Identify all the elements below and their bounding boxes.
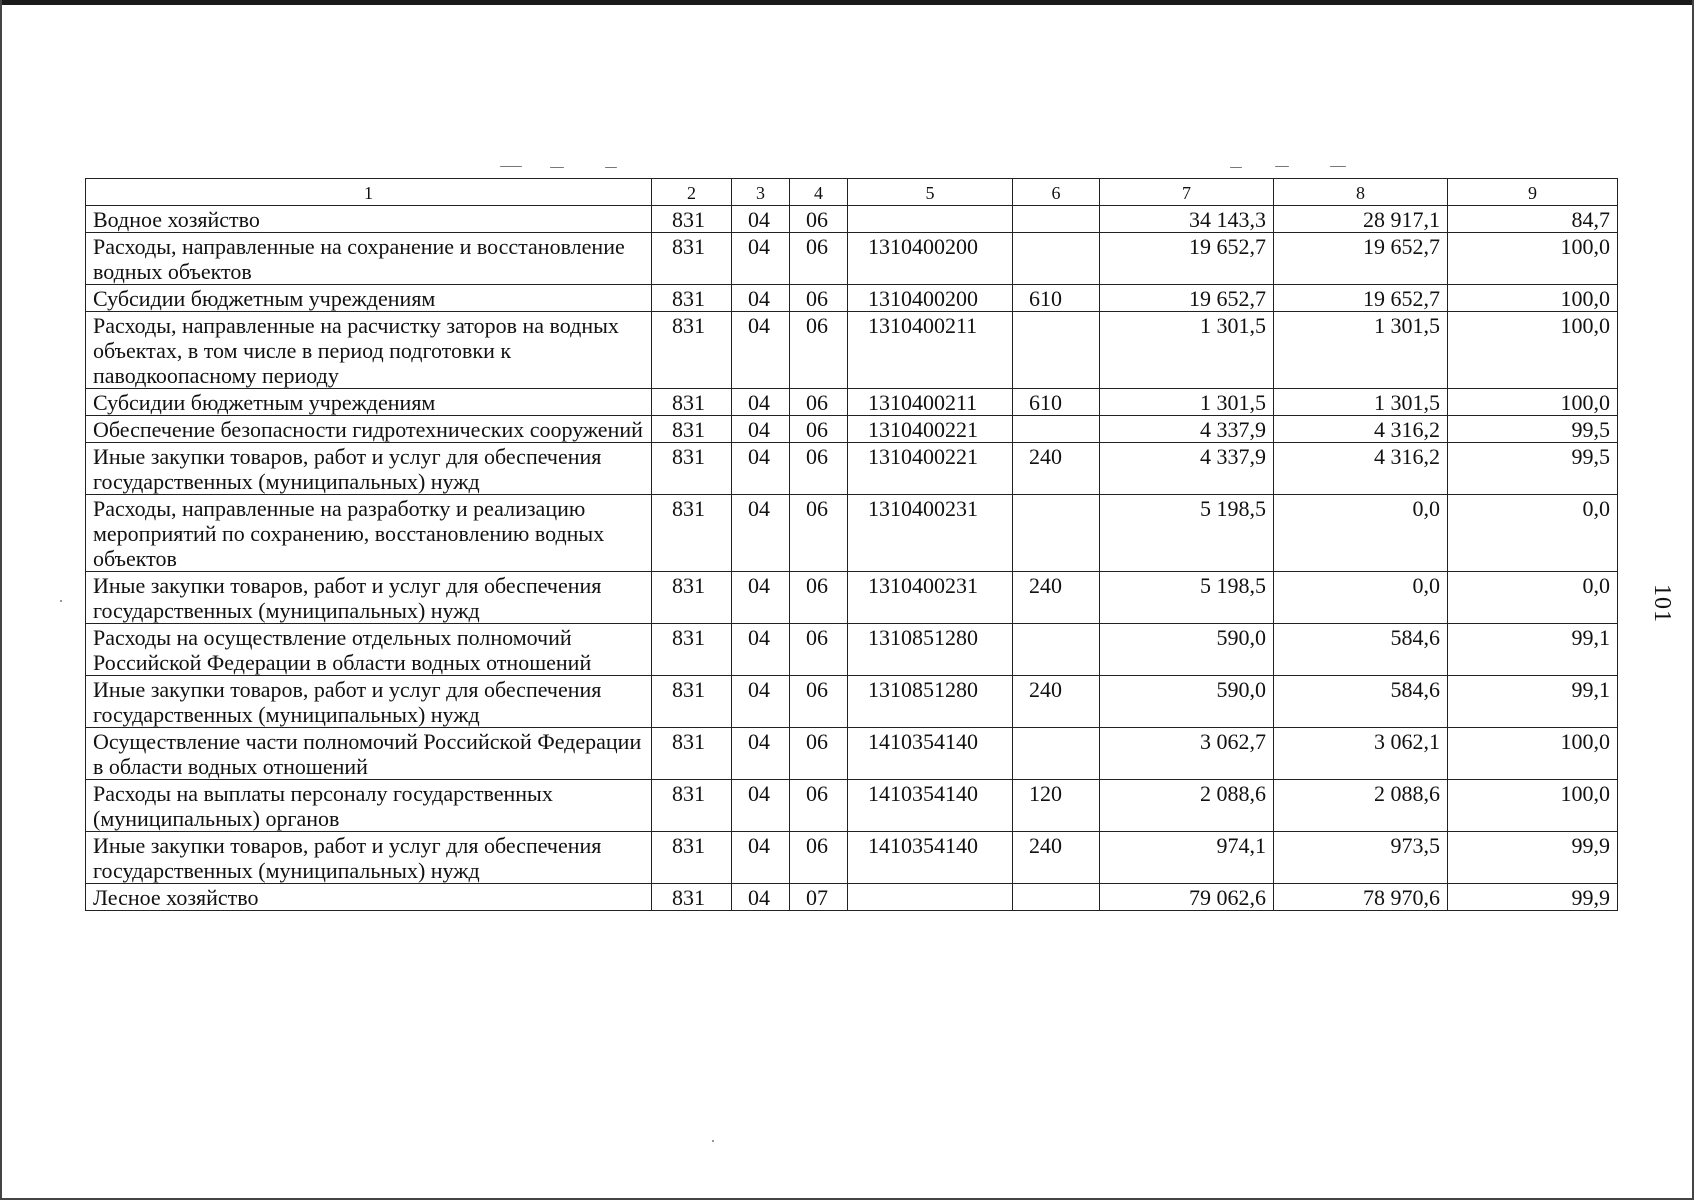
executed-amount-cell: 1 301,5 (1274, 312, 1448, 389)
planned-amount-cell: 4 337,9 (1100, 443, 1274, 495)
header-cell-4: 4 (790, 179, 848, 206)
expense-type-cell (1013, 884, 1100, 911)
ministry-code-cell: 831 (652, 728, 732, 780)
executed-amount-cell: 973,5 (1274, 832, 1448, 884)
target-article-cell: 1310851280 (848, 676, 1013, 728)
ministry-code-cell: 831 (652, 389, 732, 416)
target-article-cell: 1310400221 (848, 416, 1013, 443)
ministry-code-cell: 831 (652, 832, 732, 884)
subsection-code-cell: 06 (790, 312, 848, 389)
expense-type-cell (1013, 624, 1100, 676)
execution-percent-cell: 99,9 (1448, 884, 1618, 911)
executed-amount-cell: 78 970,6 (1274, 884, 1448, 911)
expenditure-name-cell: Расходы, направленные на разработку и реализацию мероприятий по сохранению, восстановлению водных объектов (86, 495, 652, 572)
section-code-cell: 04 (732, 443, 790, 495)
section-code-cell: 04 (732, 624, 790, 676)
subsection-code-cell: 06 (790, 233, 848, 285)
expense-type-cell: 240 (1013, 832, 1100, 884)
execution-percent-cell: 99,9 (1448, 832, 1618, 884)
table-row (86, 572, 1618, 624)
expenditure-name-cell: Расходы на осуществление отдельных полномочий Российской Федерации в области водных отношений (86, 624, 652, 676)
executed-amount-cell: 2 088,6 (1274, 780, 1448, 832)
planned-amount-cell: 590,0 (1100, 676, 1274, 728)
table-row (86, 832, 1618, 884)
planned-amount-cell: 5 198,5 (1100, 495, 1274, 572)
planned-amount-cell: 2 088,6 (1100, 780, 1274, 832)
header-cell-1: 1 (86, 179, 652, 206)
execution-percent-cell: 100,0 (1448, 285, 1618, 312)
section-code-cell: 04 (732, 233, 790, 285)
header-cell-7: 7 (1100, 179, 1274, 206)
expenditure-name-cell: Иные закупки товаров, работ и услуг для обеспечения государственных (муниципальных) нужд (86, 443, 652, 495)
execution-percent-cell: 100,0 (1448, 389, 1618, 416)
scan-speck (550, 167, 564, 168)
executed-amount-cell: 3 062,1 (1274, 728, 1448, 780)
table-row (86, 233, 1618, 285)
target-article-cell: 1310400221 (848, 443, 1013, 495)
subsection-code-cell: 06 (790, 780, 848, 832)
expense-type-cell (1013, 728, 1100, 780)
executed-amount-cell: 28 917,1 (1274, 206, 1448, 233)
expense-type-cell: 610 (1013, 389, 1100, 416)
planned-amount-cell: 1 301,5 (1100, 389, 1274, 416)
execution-percent-cell: 84,7 (1448, 206, 1618, 233)
expenditure-name-cell: Иные закупки товаров, работ и услуг для обеспечения государственных (муниципальных) нужд (86, 676, 652, 728)
ministry-code-cell: 831 (652, 416, 732, 443)
section-code-cell: 04 (732, 285, 790, 312)
ministry-code-cell: 831 (652, 495, 732, 572)
subsection-code-cell: 06 (790, 728, 848, 780)
execution-percent-cell: 99,5 (1448, 443, 1618, 495)
subsection-code-cell: 06 (790, 676, 848, 728)
subsection-code-cell: 06 (790, 416, 848, 443)
header-cell-5: 5 (848, 179, 1013, 206)
subsection-code-cell: 06 (790, 285, 848, 312)
scan-speck (60, 600, 62, 602)
table-row (86, 495, 1618, 572)
expenditure-name-cell: Субсидии бюджетным учреждениям (86, 285, 652, 312)
section-code-cell: 04 (732, 780, 790, 832)
expenditure-name-cell: Обеспечение безопасности гидротехнических сооружений (86, 416, 652, 443)
executed-amount-cell: 19 652,7 (1274, 285, 1448, 312)
scan-speck (500, 166, 522, 167)
target-article-cell: 1310400211 (848, 312, 1013, 389)
execution-percent-cell: 99,1 (1448, 624, 1618, 676)
table-row (86, 285, 1618, 312)
header-cell-8: 8 (1274, 179, 1448, 206)
expense-type-cell: 120 (1013, 780, 1100, 832)
execution-percent-cell: 100,0 (1448, 780, 1618, 832)
expense-type-cell: 610 (1013, 285, 1100, 312)
execution-percent-cell: 99,1 (1448, 676, 1618, 728)
scan-speck (605, 167, 617, 168)
executed-amount-cell: 0,0 (1274, 572, 1448, 624)
expense-type-cell: 240 (1013, 443, 1100, 495)
expenditure-name-cell: Субсидии бюджетным учреждениям (86, 389, 652, 416)
target-article-cell (848, 884, 1013, 911)
expense-type-cell (1013, 416, 1100, 443)
ministry-code-cell: 831 (652, 624, 732, 676)
section-code-cell: 04 (732, 572, 790, 624)
header-cell-9: 9 (1448, 179, 1618, 206)
executed-amount-cell: 4 316,2 (1274, 416, 1448, 443)
executed-amount-cell: 4 316,2 (1274, 443, 1448, 495)
expenditure-name-cell: Расходы на выплаты персоналу государственных (муниципальных) органов (86, 780, 652, 832)
expense-type-cell: 240 (1013, 572, 1100, 624)
scan-speck (1275, 166, 1289, 167)
expenditure-name-cell: Иные закупки товаров, работ и услуг для обеспечения государственных (муниципальных) нужд (86, 572, 652, 624)
ministry-code-cell: 831 (652, 206, 732, 233)
ministry-code-cell: 831 (652, 233, 732, 285)
target-article-cell: 1310400200 (848, 285, 1013, 312)
page-number: 101 (1649, 584, 1675, 623)
expense-type-cell: 240 (1013, 676, 1100, 728)
scan-speck (712, 1140, 714, 1142)
scan-edge-left (0, 0, 2, 1200)
section-code-cell: 04 (732, 206, 790, 233)
ministry-code-cell: 831 (652, 443, 732, 495)
execution-percent-cell: 100,0 (1448, 233, 1618, 285)
expense-type-cell (1013, 233, 1100, 285)
table-row (86, 780, 1618, 832)
planned-amount-cell: 974,1 (1100, 832, 1274, 884)
ministry-code-cell: 831 (652, 572, 732, 624)
planned-amount-cell: 79 062,6 (1100, 884, 1274, 911)
planned-amount-cell: 590,0 (1100, 624, 1274, 676)
scan-edge-top (0, 0, 1694, 5)
table-row (86, 728, 1618, 780)
header-cell-6: 6 (1013, 179, 1100, 206)
target-article-cell: 1410354140 (848, 780, 1013, 832)
planned-amount-cell: 3 062,7 (1100, 728, 1274, 780)
executed-amount-cell: 1 301,5 (1274, 389, 1448, 416)
header-cell-3: 3 (732, 179, 790, 206)
subsection-code-cell: 06 (790, 443, 848, 495)
section-code-cell: 04 (732, 416, 790, 443)
subsection-code-cell: 06 (790, 624, 848, 676)
subsection-code-cell: 06 (790, 389, 848, 416)
expenditure-name-cell: Водное хозяйство (86, 206, 652, 233)
planned-amount-cell: 5 198,5 (1100, 572, 1274, 624)
planned-amount-cell: 19 652,7 (1100, 285, 1274, 312)
table-row (86, 312, 1618, 389)
table-row (86, 624, 1618, 676)
subsection-code-cell: 06 (790, 572, 848, 624)
table-row (86, 443, 1618, 495)
expenditure-name-cell: Лесное хозяйство (86, 884, 652, 911)
ministry-code-cell: 831 (652, 676, 732, 728)
planned-amount-cell: 1 301,5 (1100, 312, 1274, 389)
target-article-cell: 1410354140 (848, 832, 1013, 884)
table-row (86, 676, 1618, 728)
table-row (86, 389, 1618, 416)
header-cell-2: 2 (652, 179, 732, 206)
executed-amount-cell: 584,6 (1274, 624, 1448, 676)
expense-type-cell (1013, 312, 1100, 389)
expenditure-name-cell: Иные закупки товаров, работ и услуг для обеспечения государственных (муниципальных) нужд (86, 832, 652, 884)
expenditure-name-cell: Осуществление части полномочий Российской Федерации в области водных отношений (86, 728, 652, 780)
table-row (86, 884, 1618, 911)
executed-amount-cell: 584,6 (1274, 676, 1448, 728)
planned-amount-cell: 34 143,3 (1100, 206, 1274, 233)
subsection-code-cell: 06 (790, 206, 848, 233)
ministry-code-cell: 831 (652, 312, 732, 389)
section-code-cell: 04 (732, 312, 790, 389)
section-code-cell: 04 (732, 389, 790, 416)
ministry-code-cell: 831 (652, 780, 732, 832)
table-header-row (86, 179, 1618, 206)
execution-percent-cell: 0,0 (1448, 495, 1618, 572)
subsection-code-cell: 07 (790, 884, 848, 911)
target-article-cell: 1410354140 (848, 728, 1013, 780)
expenditure-name-cell: Расходы, направленные на сохранение и восстановление водных объектов (86, 233, 652, 285)
subsection-code-cell: 06 (790, 832, 848, 884)
ministry-code-cell: 831 (652, 285, 732, 312)
target-article-cell: 1310400211 (848, 389, 1013, 416)
target-article-cell: 1310400231 (848, 495, 1013, 572)
expense-type-cell (1013, 206, 1100, 233)
target-article-cell: 1310400231 (848, 572, 1013, 624)
section-code-cell: 04 (732, 832, 790, 884)
executed-amount-cell: 19 652,7 (1274, 233, 1448, 285)
table-row (86, 206, 1618, 233)
target-article-cell (848, 206, 1013, 233)
section-code-cell: 04 (732, 495, 790, 572)
scan-speck (1330, 166, 1346, 167)
target-article-cell: 1310400200 (848, 233, 1013, 285)
execution-percent-cell: 0,0 (1448, 572, 1618, 624)
execution-percent-cell: 99,5 (1448, 416, 1618, 443)
planned-amount-cell: 19 652,7 (1100, 233, 1274, 285)
section-code-cell: 04 (732, 676, 790, 728)
expense-type-cell (1013, 495, 1100, 572)
section-code-cell: 04 (732, 884, 790, 911)
budget-expenditure-table (85, 178, 1618, 911)
subsection-code-cell: 06 (790, 495, 848, 572)
execution-percent-cell: 100,0 (1448, 312, 1618, 389)
planned-amount-cell: 4 337,9 (1100, 416, 1274, 443)
execution-percent-cell: 100,0 (1448, 728, 1618, 780)
expenditure-name-cell: Расходы, направленные на расчистку заторов на водных объектах, в том числе в период подготовки к паводкоопасному периоду (86, 312, 652, 389)
table-row (86, 416, 1618, 443)
executed-amount-cell: 0,0 (1274, 495, 1448, 572)
target-article-cell: 1310851280 (848, 624, 1013, 676)
scan-speck (1230, 167, 1242, 168)
section-code-cell: 04 (732, 728, 790, 780)
ministry-code-cell: 831 (652, 884, 732, 911)
